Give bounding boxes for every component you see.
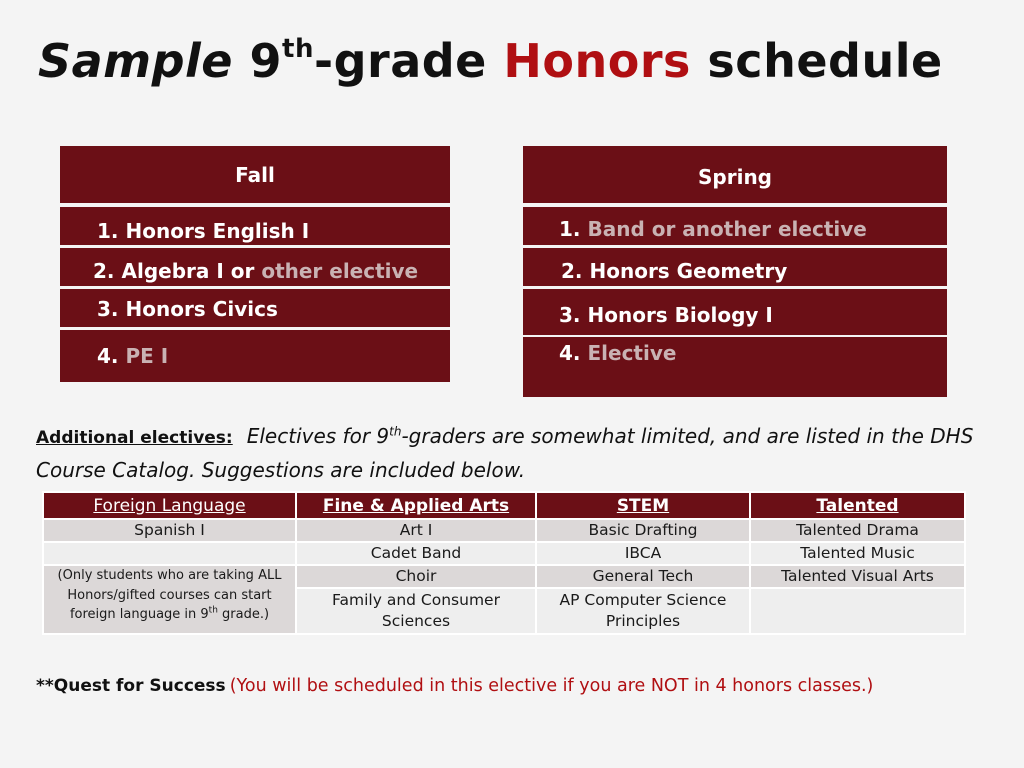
table-cell: Choir — [296, 565, 536, 588]
title-grade-number: 9 — [249, 34, 283, 88]
spring-item-4 — [523, 337, 947, 397]
table-row — [43, 565, 965, 588]
col-header-fine-arts: Fine & Applied Arts — [296, 492, 536, 519]
quest-description: (You will be scheduled in this elective if you are NOT in 4 honors classes.) — [229, 676, 874, 696]
fall-item-4-num: 4. — [97, 344, 119, 368]
col-header-talented: Talented — [750, 492, 965, 519]
note-text-b: grade.) — [217, 607, 270, 622]
quest-note — [36, 675, 873, 696]
table-cell: General Tech — [536, 565, 750, 588]
spring-item-3 — [523, 289, 947, 335]
table-cell — [750, 588, 965, 634]
additional-text-b: -graders are somewhat limited, and are listed in the DHS Course Catalog. Suggestions are included below. — [36, 424, 974, 482]
table-cell: IBCA — [536, 542, 750, 565]
table-cell: Talented Drama — [750, 519, 965, 542]
fall-item-2-num: 2. — [93, 259, 115, 283]
title-superscript: th — [282, 34, 314, 64]
fall-item-1-text: Honors English I — [125, 219, 310, 243]
spring-item-4-muted: Elective — [587, 341, 677, 365]
fall-item-4-muted: PE I — [125, 344, 169, 368]
fall-header-label: Fall — [235, 162, 275, 187]
table-row — [43, 542, 965, 565]
note-text-a: (Only students who are taking ALL Honors/gifted courses can start foreign language in 9 — [57, 568, 282, 622]
additional-label: Additional electives: — [36, 428, 233, 448]
title-schedule: schedule — [707, 34, 943, 88]
fall-header — [60, 146, 450, 203]
table-row — [43, 519, 965, 542]
table-cell: Talented Music — [750, 542, 965, 565]
page-title — [38, 34, 943, 88]
spring-item-2 — [523, 248, 947, 286]
foreign-language-note — [43, 565, 296, 634]
spring-item-1 — [523, 207, 947, 245]
table-cell: Basic Drafting — [536, 519, 750, 542]
spring-item-3-text: Honors Biology I — [587, 303, 773, 327]
fall-item-2-muted: other elective — [261, 259, 419, 283]
fall-item-3-text: Honors Civics — [125, 297, 278, 321]
spring-item-2-text: Honors Geometry — [589, 259, 788, 283]
quest-prefix: ** — [36, 676, 54, 696]
col-header-stem: STEM — [536, 492, 750, 519]
table-cell: Talented Visual Arts — [750, 565, 965, 588]
additional-text-a: Electives for 9 — [246, 424, 390, 448]
additional-electives — [36, 420, 1006, 486]
title-grade-word: -grade — [313, 34, 487, 88]
fall-item-4 — [60, 330, 450, 382]
additional-text-sup: th — [389, 424, 402, 439]
table-cell: Family and Consumer Sciences — [296, 588, 536, 634]
spring-item-1-num: 1. — [559, 217, 581, 241]
table-cell — [43, 542, 296, 565]
table-cell: Cadet Band — [296, 542, 536, 565]
spring-item-4-num: 4. — [559, 341, 581, 365]
spring-item-3-num: 3. — [559, 303, 581, 327]
fall-item-3-num: 3. — [97, 297, 119, 321]
fall-item-1-num: 1. — [97, 219, 119, 243]
title-honors: Honors — [503, 34, 691, 88]
fall-item-2 — [60, 248, 450, 286]
fall-item-2-text: Algebra I or — [121, 259, 255, 283]
spring-item-1-muted: Band or another elective — [587, 217, 867, 241]
fall-item-3 — [60, 289, 450, 327]
note-text-sup: th — [208, 605, 218, 616]
spring-header — [523, 146, 947, 203]
spring-item-2-num: 2. — [561, 259, 583, 283]
title-sample: Sample — [38, 34, 233, 88]
table-cell: Art I — [296, 519, 536, 542]
spring-header-label: Spring — [698, 164, 772, 189]
fall-item-1 — [60, 207, 450, 245]
table-cell: AP Computer Science Principles — [536, 588, 750, 634]
col-header-foreign-language: Foreign Language — [43, 492, 296, 519]
table-cell: Spanish I — [43, 519, 296, 542]
quest-name: Quest for Success — [53, 676, 226, 696]
electives-table — [42, 491, 966, 635]
